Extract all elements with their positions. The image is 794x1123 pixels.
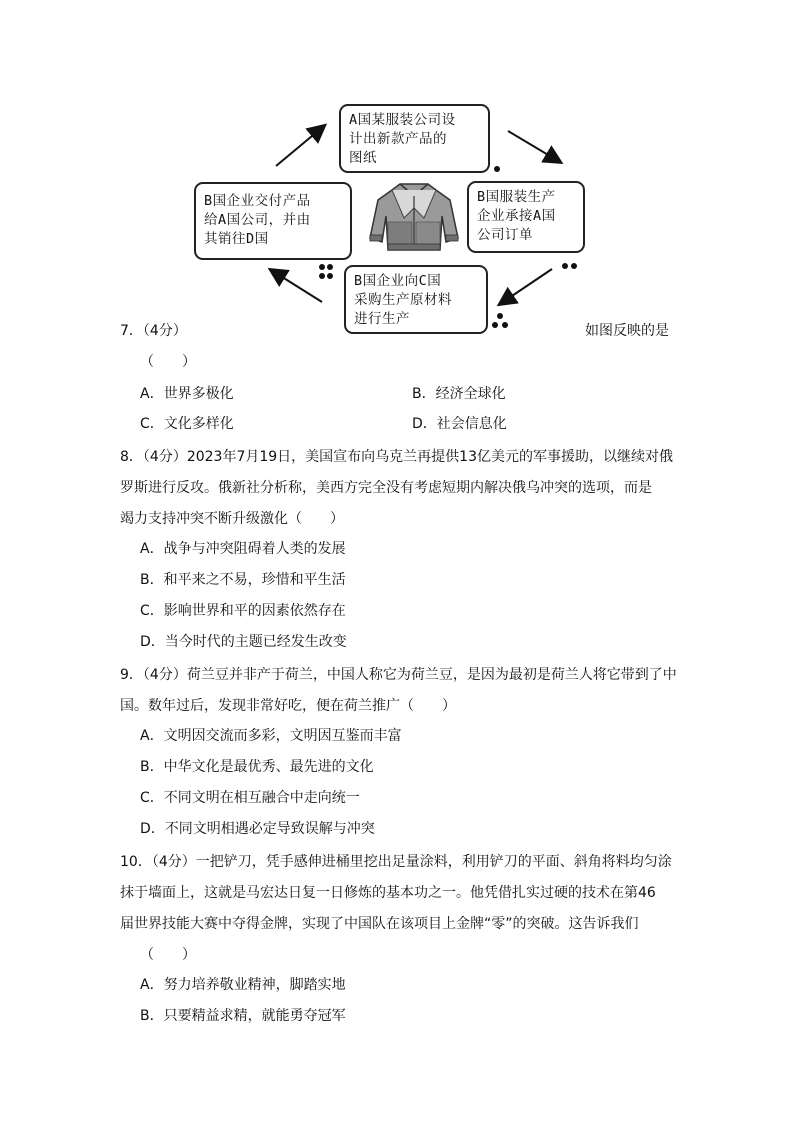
dot-marker [319,264,325,270]
dot-marker [497,313,503,319]
box-purchase-line-3: 进行生产 [354,311,410,327]
arrow-to-design [276,126,324,166]
q8-line-1: 8．（4分）2023年7月19日，美国宣布向乌克兰再提供13亿美元的军事援助，以继续对俄 [120,449,673,465]
q9-line-2: 国。数年过后，发现非常好吃，便在荷兰推广（ ） [120,698,456,714]
box-purchase-line-2: 采购生产原材料 [354,292,452,308]
q8-line-3: 竭力支持冲突不断升级激化（ ） [120,511,344,527]
q10-stem [120,847,676,971]
q8-option-c[interactable]: C．影响世界和平的因素依然存在 [140,603,346,619]
box-design-line-2: 计出新款产品的 [349,131,447,147]
box-production [467,181,585,253]
box-design-line-1: A国某服装公司设 [349,112,456,128]
box-delivery-line-1: B国企业交付产品 [204,193,311,209]
arrow-to-production [508,131,560,162]
arrow-to-purchase [500,269,552,304]
box-purchase-line-1: B国企业向C国 [354,273,442,289]
jacket-icon [366,178,462,254]
box-design [339,104,490,173]
q8-option-a[interactable]: A．战争与冲突阻碍着人类的发展 [140,541,346,557]
q7-option-c[interactable]: C．文化多样化 [140,416,234,432]
q9-option-c[interactable]: C．不同文明在相互融合中走向统一 [140,790,360,806]
box-purchase [344,265,488,334]
q8-line-2: 罗斯进行反攻。俄新社分析称，美西方完全没有考虑短期内解决俄乌冲突的选项，而是 [120,480,652,496]
q10-line-4: （ ） [140,947,196,963]
dot-marker [502,322,508,328]
q9-line-1: 9．（4分）荷兰豆并非产于荷兰，中国人称它为荷兰豆，是因为最初是荷兰人将它带到了中 [120,667,677,683]
q10-line-1: 10．（4分）一把铲刀，凭手感伸进桶里挖出足量涂料，利用铲刀的平面、斜角将料均匀涂 [120,854,672,870]
dot-marker [492,322,498,328]
q9-option-a[interactable]: A．文明因交流而多彩，文明因互鉴而丰富 [140,728,402,744]
q7-option-a[interactable]: A．世界多极化 [140,386,234,402]
q10-option-b[interactable]: B．只要精益求精，就能勇夺冠军 [140,1008,346,1024]
dot-marker [562,263,568,269]
q8-option-b[interactable]: B．和平来之不易，珍惜和平生活 [140,572,346,588]
box-delivery-line-2: 给A国公司，并由 [204,212,311,228]
q7-stem: 如图反映的是 [585,323,669,339]
q10-line-2: 抹于墙面上，这就是马宏达日复一日修炼的基本功之一。他凭借扎实过硬的技术在第46 [120,885,656,901]
box-design-line-3: 图纸 [349,150,377,166]
q8-stem [120,442,676,535]
dot-marker [494,166,500,172]
q9-option-b[interactable]: B．中华文化是最优秀、最先进的文化 [140,759,374,775]
q8-option-d[interactable]: D．当今时代的主题已经发生改变 [140,634,347,650]
dot-marker [327,264,333,270]
dot-marker [327,273,333,279]
box-production-line-1: B国服装生产 [477,189,556,205]
q7-answer-paren: （ ） [140,354,196,370]
q7-option-b[interactable]: B．经济全球化 [412,386,506,402]
box-delivery-line-3: 其销往D国 [204,231,269,247]
box-delivery [194,182,352,260]
q7-option-d[interactable]: D．社会信息化 [412,416,507,432]
box-production-line-2: 企业承接A国 [477,208,556,224]
dot-marker [319,273,325,279]
q10-option-a[interactable]: A．努力培养敬业精神，脚踏实地 [140,977,346,993]
q7-number: 7．（4分） [120,323,187,339]
q10-line-3: 届世界技能大赛中夺得金牌，实现了中国队在该项目上金牌“零”的突破。这告诉我们 [120,916,639,932]
arrow-to-delivery [271,270,322,302]
q9-stem [120,660,676,722]
box-production-line-3: 公司订单 [477,227,533,243]
dot-marker [571,263,577,269]
q9-option-d[interactable]: D．不同文明相遇必定导致误解与冲突 [140,821,375,837]
